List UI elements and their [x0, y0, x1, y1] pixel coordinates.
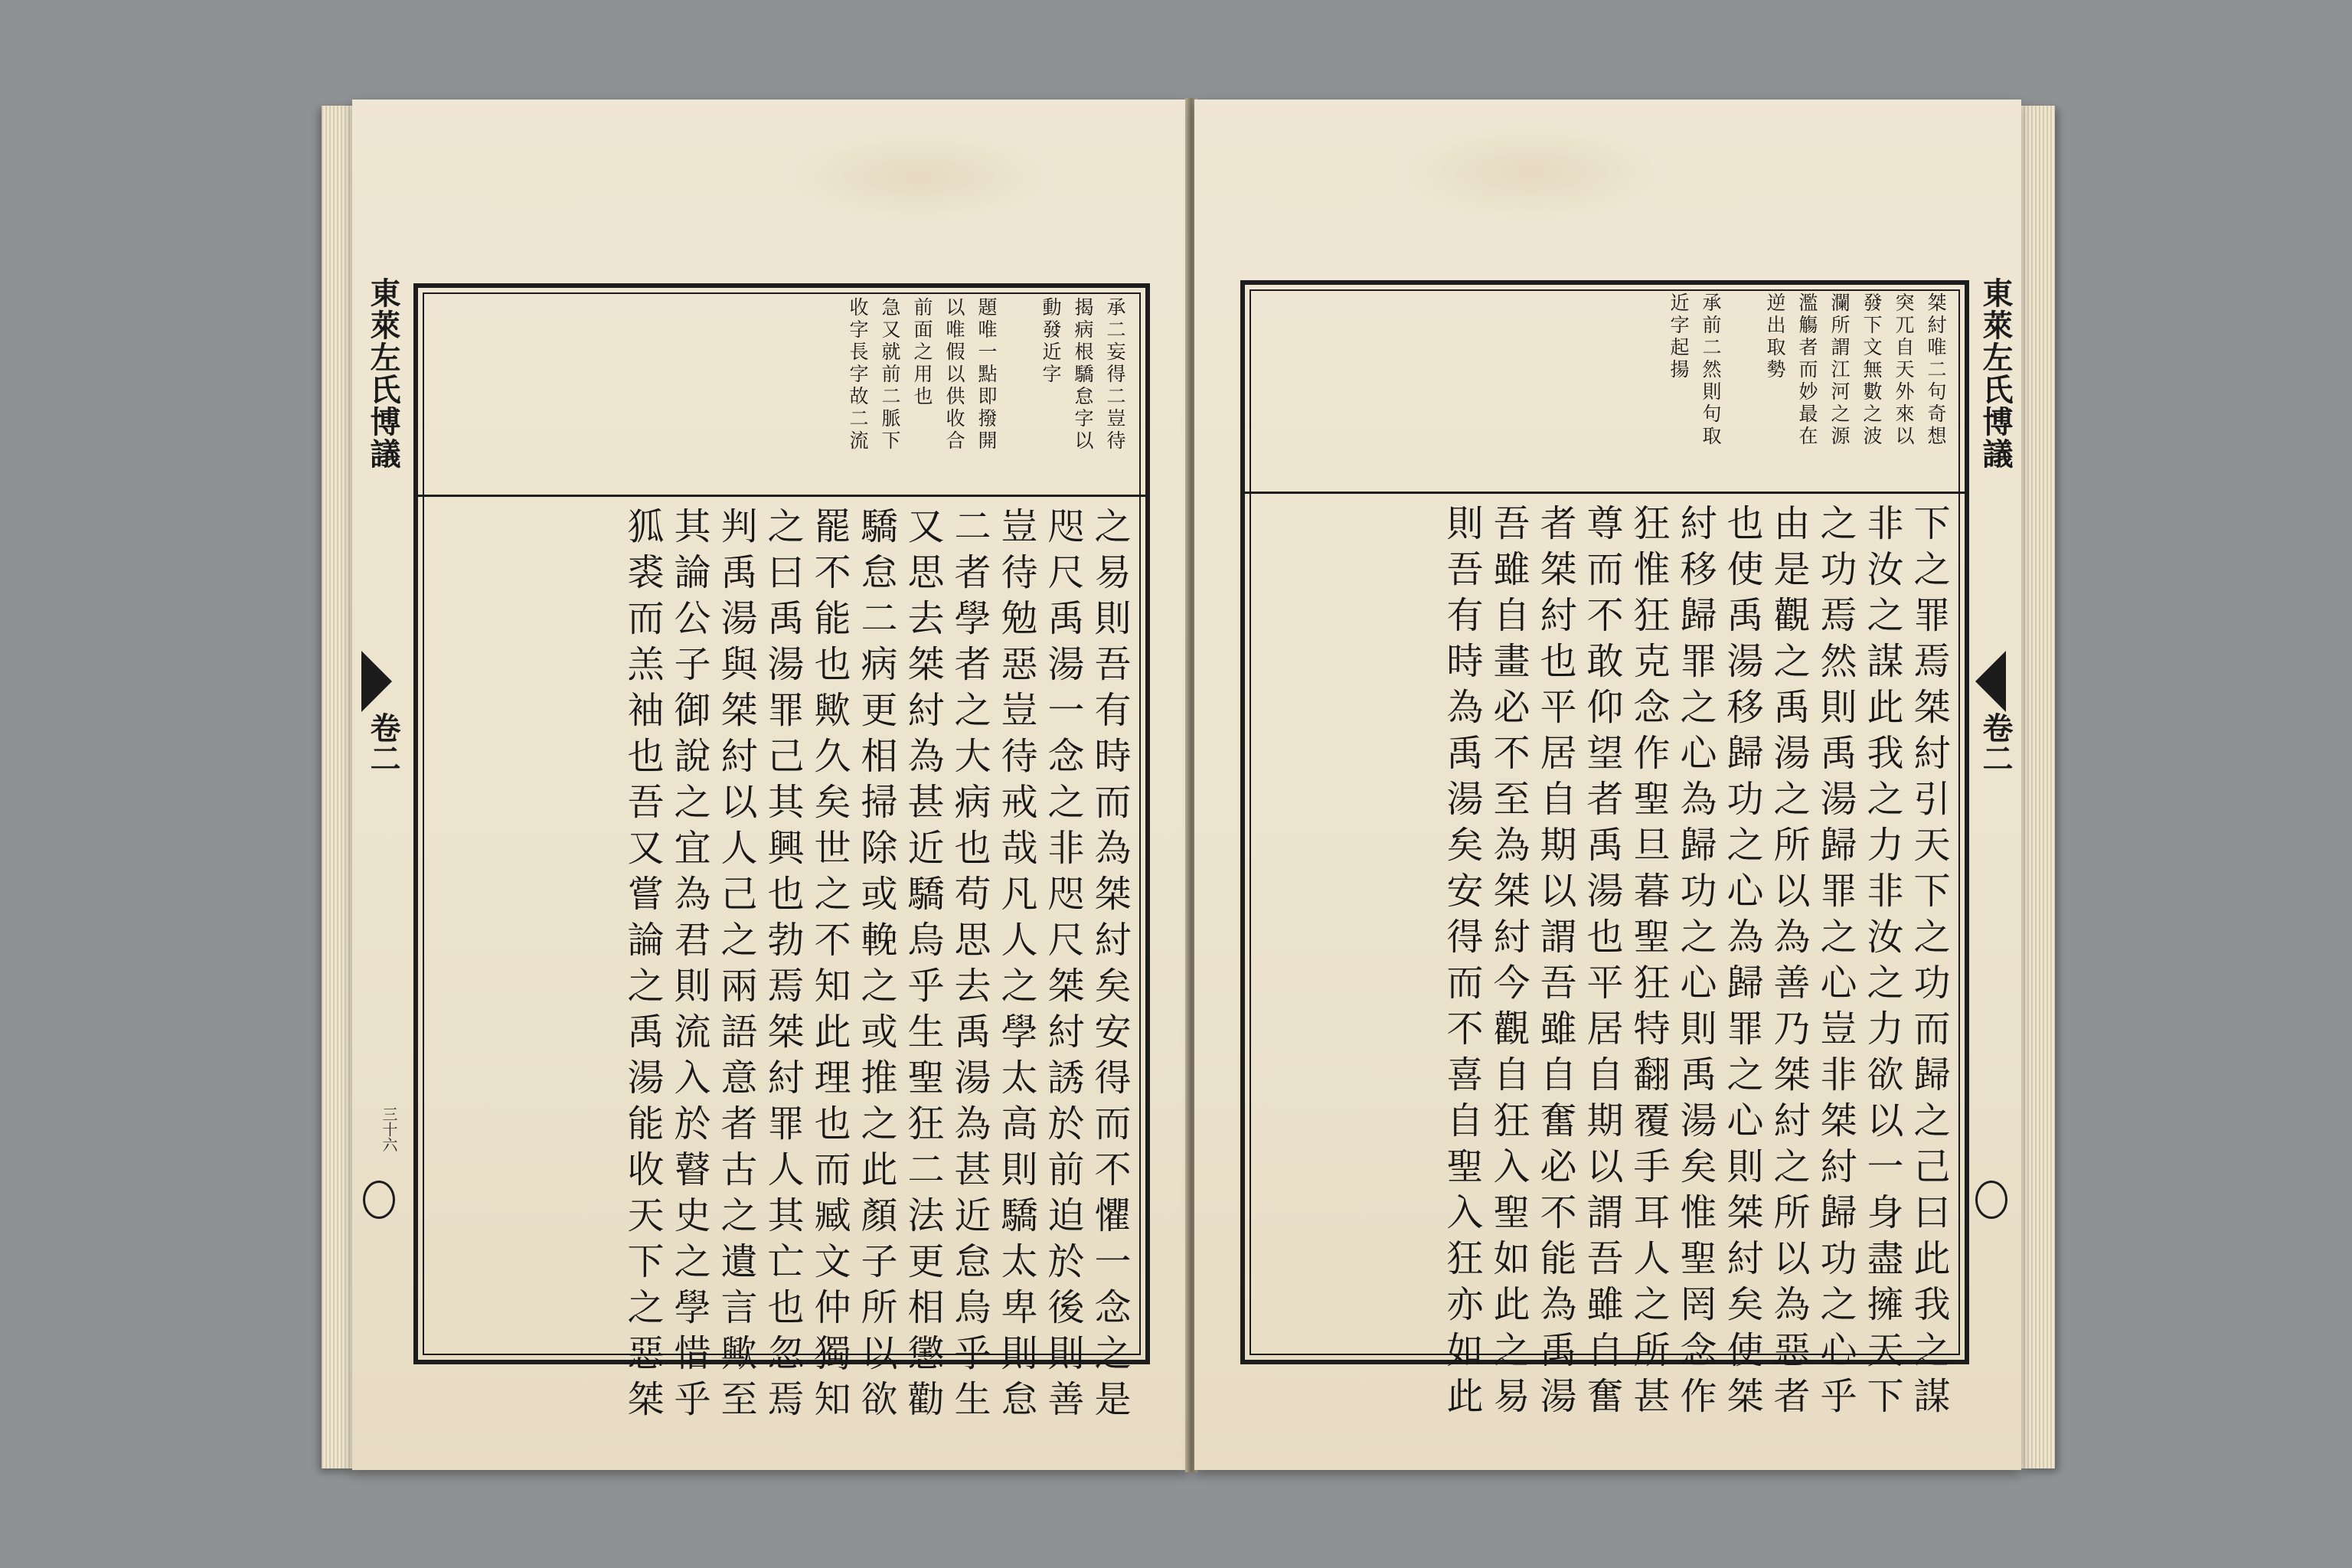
text-column: 咫尺禹湯一念之非咫尺桀紂誘於前迫於後則善	[1041, 507, 1084, 1426]
commentary-column: 前面之用也	[911, 297, 933, 408]
text-column: 罷不能也歟久矣世之不知此理也而臧文仲獨知	[808, 507, 851, 1426]
page-stack-left-edge	[322, 106, 355, 1468]
commentary-column: 桀紂唯二句奇想	[1925, 292, 1947, 448]
text-column: 二者學者之大病也苟思去禹湯為甚近怠烏乎生	[948, 507, 991, 1426]
right-fold-circle-icon	[1975, 1181, 2007, 1219]
commentary-column: 突兀自天外來以	[1893, 292, 1915, 448]
right-commentary	[1660, 292, 1949, 488]
right-commentary-divider	[1245, 492, 1965, 494]
commentary-column: 揭病根驕怠字以	[1072, 297, 1094, 452]
text-column: 之曰禹湯罪己其興也勃焉桀紂罪人其亡也忽焉	[761, 507, 804, 1426]
text-column: 紂移歸罪之心為歸功之心則禹湯矣惟聖罔念作	[1674, 504, 1717, 1423]
right-margin-volume: 卷二	[1978, 712, 2014, 773]
commentary-column: 收字長字故二流	[847, 297, 869, 452]
text-column: 下之罪焉桀紂引天下之功而歸之己曰此我之謀	[1907, 504, 1950, 1423]
text-column: 尊而不敢仰望者禹湯也平居自期以謂吾雖自奮	[1580, 504, 1623, 1423]
right-margin-title: 東萊左氏博議	[1978, 277, 2014, 470]
left-folio-number: 三十六	[380, 1106, 398, 1152]
left-commentary-divider	[418, 495, 1145, 497]
text-column: 狂惟狂克念作聖旦暮聖狂特翻覆手耳人之所甚	[1627, 504, 1670, 1423]
left-page	[352, 100, 1188, 1470]
right-page	[1194, 100, 2021, 1470]
commentary-column: 承前二然則句取	[1700, 292, 1722, 448]
left-text-frame	[413, 283, 1150, 1426]
text-column: 則吾有時為禹湯矣安得而不喜自聖入狂亦如此	[1440, 504, 1483, 1423]
text-column: 也使禹湯移歸功之心為歸罪之心則桀紂矣使桀	[1720, 504, 1763, 1423]
text-column: 驕怠二病更相掃除或輓之或推之此顏子所以欲	[854, 507, 897, 1426]
commentary-column: 瀾所謂江河之源	[1828, 292, 1851, 448]
commentary-column	[1732, 292, 1756, 488]
left-fold-mark-icon	[361, 651, 392, 712]
text-column: 吾雖自畫必不至為桀紂今觀自狂入聖如此之易	[1487, 504, 1530, 1423]
page-stain	[1393, 122, 1669, 222]
left-fold-circle-icon	[363, 1181, 395, 1219]
text-column: 者桀紂也平居自期以謂吾雖自奮必不能為禹湯	[1534, 504, 1576, 1423]
right-main-text	[1440, 504, 1955, 1423]
left-margin-title: 東萊左氏博議	[365, 277, 401, 470]
commentary-column: 題唯一點即撥開	[975, 297, 998, 452]
commentary-column: 濫觴者而妙最在	[1796, 292, 1818, 448]
text-column: 非汝之謀此我之力非汝之力欲以一身盡擁天下	[1860, 504, 1903, 1423]
text-column: 判禹湯與桀紂以人己之兩語意者古之遺言歟至	[714, 507, 757, 1426]
left-commentary	[839, 297, 1129, 488]
open-book	[322, 90, 2052, 1476]
commentary-column	[1008, 297, 1032, 488]
text-column: 之功焉然則禹湯歸罪之心豈非桀紂歸功之心乎	[1814, 504, 1857, 1423]
commentary-column: 發下文無數之波	[1860, 292, 1883, 448]
text-column: 狐裘而羔袖也吾又嘗論之禹湯能收天下之惡桀	[621, 507, 664, 1426]
commentary-column: 近字起揚	[1668, 292, 1690, 381]
commentary-column: 逆出取勢	[1764, 292, 1786, 381]
right-fold-mark-icon	[1975, 651, 2006, 712]
page-stain	[781, 130, 1057, 222]
left-margin-volume: 卷二	[365, 712, 401, 773]
commentary-column: 動發近字	[1040, 297, 1062, 386]
commentary-column: 以唯假以供收合	[943, 297, 965, 452]
right-text-frame	[1240, 280, 1969, 1423]
left-main-text	[621, 507, 1136, 1426]
text-column: 其論公子御說之宜為君則流入於瞽史之學惜乎	[668, 507, 710, 1426]
text-column: 豈待勉惡豈待戒哉凡人之學太高則驕太卑則怠	[995, 507, 1037, 1426]
text-column: 由是觀之禹湯之所以為善乃桀紂之所以為惡者	[1767, 504, 1810, 1423]
text-column: 又思去桀紂為甚近驕烏乎生聖狂二法更相懲勸	[901, 507, 944, 1426]
page-stack-right-edge	[2021, 106, 2055, 1468]
commentary-column: 承二妄得二豈待	[1104, 297, 1126, 452]
text-column: 之易則吾有時而為桀紂矣安得而不懼一念之是	[1088, 507, 1131, 1426]
commentary-column: 急又就前二脈下	[879, 297, 901, 452]
